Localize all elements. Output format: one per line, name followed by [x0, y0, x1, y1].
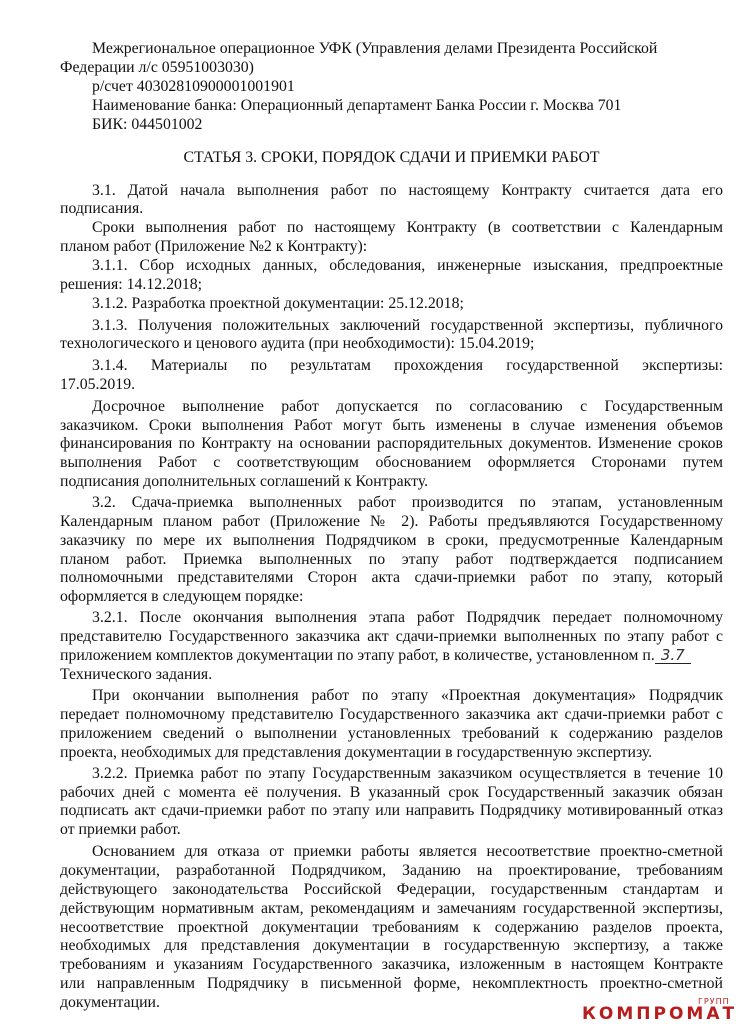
- text-line: подписания.: [60, 200, 144, 218]
- text-line: действующего законодательства Российской Федерации, государственным стандартам и: [60, 880, 723, 898]
- requisites-line: Межрегиональное операционное УФК (Управления делами Президента Российской: [92, 40, 658, 57]
- text-line: подписания дополнительных соглашений к Контракту.: [60, 473, 429, 491]
- text-line: передает полномочному представителю Государственного заказчика акт сдачи-приемки работ с: [60, 706, 723, 724]
- text-line: заказчику по мере их выполнения Подрядчиком в сроки, предусмотренные Календарным: [60, 531, 723, 549]
- requisites-line: Наименование банка: Операционный департамент Банка России г. Москва 701: [92, 96, 622, 114]
- text-line: или направленным Подрядчику в письменной форме, некомплектность проектно-сметной: [60, 975, 723, 993]
- text-line: [60, 647, 723, 666]
- text-line: 3.1.4. Материалы по результатам прохождения государственной экспертизы:: [92, 357, 723, 375]
- text-line: планом работ (Приложение №2 к Контракту):: [60, 238, 368, 256]
- text-line: 3.1. Датой начала выполнения работ по настоящему Контракту считается дата его: [92, 181, 723, 199]
- text-line: оформляется в следующем порядке:: [60, 588, 304, 606]
- text-line: требованиям и указаниям Государственного заказчика, изложенным в настоящем Контракте: [60, 956, 723, 974]
- text-line: Сроки выполнения работ по настоящему Контракту (в соответствии с Календарным: [92, 219, 723, 237]
- text-line: документации.: [60, 994, 160, 1011]
- text-line: приложением сведений о выполнении установленных требований к содержанию разделов: [60, 725, 723, 743]
- text-line: 3.2. Сдача-приемка выполненных работ производится по этапам, установленным: [92, 493, 723, 511]
- text-line: от приемки работ.: [60, 821, 181, 839]
- text-line: 3.1.3. Получения положительных заключений государственной экспертизы, публичного: [92, 316, 723, 334]
- watermark-sub: ГРУПП: [698, 997, 730, 1006]
- text-line: заказчиком. Сроки выполнения Работ могут быть изменены в случае изменения объемов: [60, 416, 723, 434]
- text-line: финансирования по Контракту на основании распорядительных документов. Изменение сроков: [60, 435, 723, 453]
- text-line: технологического и ценового аудита (при необходимости): 15.04.2019;: [60, 335, 535, 353]
- text-line: необходимых для представления документации в государственную экспертизу, а также: [60, 937, 723, 955]
- article-heading: СТАТЬЯ 3. СРОКИ, ПОРЯДОК СДАЧИ И ПРИЕМКИ РАБОТ: [183, 148, 600, 166]
- text-line: документации, разработанной Подрядчиком, Заданию на проектирование, требованиям: [60, 861, 723, 879]
- text-line: проекта, необходимых для представления документации в государственную экспертизу.: [60, 743, 653, 761]
- text-line: 3.2.2. Приемка работ по этапу Государственным заказчиком осуществляется в течение 10: [92, 764, 723, 782]
- text-line: действующим нормативным актам, рекомендациям и замечаниям государственной экспертизы,: [60, 899, 723, 917]
- text-line: 3.1.2. Разработка проектной документации: 25.12.2018;: [92, 294, 464, 312]
- text-line: 3.1.1. Сбор исходных данных, обследования, инженерные изыскания, предпроектные: [92, 257, 723, 274]
- text-line: 3.2.1. После окончания выполнения этапа работ Подрядчик передает полномочному: [92, 609, 723, 626]
- text-line: Календарным планом работ (Приложение № 2). Работы предъявляются Государственному: [60, 512, 723, 530]
- text-line: Досрочное выполнение работ допускается по согласованию с Государственным: [92, 397, 723, 415]
- text-line: выполнения Работ с соответствующим обоснованием оформляется Сторонами путем: [60, 454, 723, 472]
- text-line: Технического задания.: [60, 665, 213, 683]
- text-line: полномочными представителями Сторон акта сдачи-приемки работ по этапу, который: [60, 569, 723, 587]
- text-line: несоответствие проектной документации требованиям к содержанию разделов проекта,: [60, 918, 723, 936]
- text-line: представителю Государственного заказчика акт сдачи-приемки выполненных по этапу работ с: [60, 627, 723, 645]
- text-line: При окончании выполнения работ по этапу «Проектная документация» Подрядчик: [92, 687, 723, 705]
- handwritten-clause-number: 3.7: [655, 647, 691, 664]
- text-line: планом работ. Приемка выполненных по этапу работ подтверждается подписанием: [60, 550, 723, 568]
- text-line: решения: 14.12.2018;: [60, 275, 203, 293]
- watermark-brand: КОМПРОМАТ: [582, 1004, 738, 1024]
- watermark-logo: [580, 997, 740, 1024]
- requisites-line: р/счет 40302810900001001901: [92, 77, 295, 95]
- text-line: рабочих дней с момента её получения. В указанный срок Государственный заказчик обязан: [60, 783, 723, 801]
- text-fragment: приложением комплектов документации по этапу работ, в количестве, установленном п.: [60, 646, 655, 664]
- requisites-line: Федерации л/с 05951003030): [60, 58, 254, 76]
- text-line: 17.05.2019.: [60, 375, 136, 393]
- text-line: подписать акт сдачи-приемки работ по этапу или направить Подрядчику мотивированный отказ: [60, 802, 723, 820]
- requisites-line: БИК: 044501002: [92, 115, 203, 133]
- text-line: Основанием для отказа от приемки работы является несоответствие проектно-сметной: [92, 843, 723, 860]
